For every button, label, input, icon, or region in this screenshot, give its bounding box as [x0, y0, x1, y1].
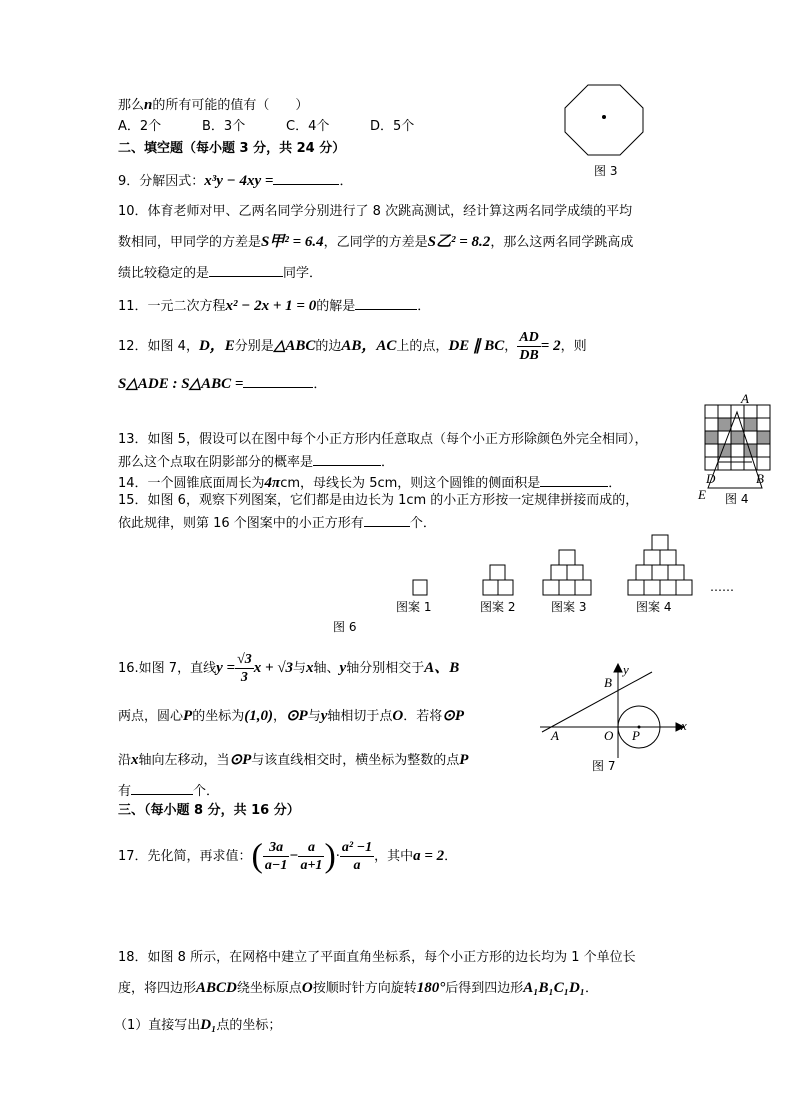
fig7-label-o: O: [604, 728, 614, 743]
pattern-3-label: 图案 3: [551, 600, 587, 614]
pattern-4-label: 图案 4: [636, 600, 672, 614]
q10-line1: 10．体育老师对甲、乙两名同学分别进行了 8 次跳高测试，经计算这两名同学成绩的平均: [118, 204, 633, 219]
fig5-label-b: B: [756, 471, 764, 486]
q15-line1: 15．如图 6，观察下列图案，它们都是由边长为 1cm 的小正方形按一定规律拼接而成的，: [118, 493, 639, 508]
q10-line2: 数相同，甲同学的方差是S甲² = 6.4，乙同学的方差是S乙² = 8.2，那么这两名同学跳高成: [118, 234, 634, 250]
q16-line3: 沿x轴向左移动，当⊙P与该直线相交时，横坐标为整数的点P: [118, 752, 469, 768]
figure-3-caption: 图 3: [594, 164, 618, 178]
octagon-figure-3: [565, 85, 643, 155]
q14: 14．一个圆锥底面周长为4πcm，母线长为 5cm，则这个圆锥的侧面积是 ．: [118, 475, 622, 491]
q12-line1: 12．如图 4，D，E分别是△ABC的边AB，AC上的点，DE ∥ BC， $\frac{AD}{DB}$ = 2，则: [118, 330, 587, 363]
q8-options: A．2个 B．3个 C．4个 D．5个: [118, 119, 415, 134]
q17: 17．先化简，再求值：( $\frac{3a}{a-1}$ − $\frac{a}{a+1}$ )· $\frac{\text{a² −1}}{a}$ ，其中a = 2．: [118, 837, 458, 875]
fig7-label-x: x: [681, 718, 687, 733]
figure-4-caption: 图 4: [725, 492, 749, 506]
fig7-label-b: B: [604, 675, 612, 690]
fig7-label-y: y: [623, 662, 629, 677]
q16-line4: 有 个．: [118, 784, 220, 799]
q13-line1: 13．如图 5，假设可以在图中每个小正方形内任意取点（每个小正方形除颜色外完全相同），: [118, 432, 648, 447]
q16-line2: 两点，圆心P的坐标为(1,0)，⊙P与y轴相切于点O．若将⊙P: [118, 708, 464, 724]
q9: 9．分解因式：x³y − 4xy = ．: [118, 173, 353, 189]
fig5-label-e: E: [698, 487, 706, 502]
pattern-1-label: 图案 1: [396, 600, 432, 614]
ellipsis: ……: [710, 580, 734, 594]
line-ab: [542, 672, 652, 732]
section-2-heading: 二、填空题（每小题 3 分，共 24 分）: [118, 141, 346, 156]
q12-line2: S△ADE : S△ABC = ．: [118, 376, 327, 392]
q18-part1: （1）直接写出D₁点的坐标；: [114, 1017, 282, 1033]
pattern-2-label: 图案 2: [480, 600, 516, 614]
q15-line2: 依此规律，则第 16 个图案中的小正方形有 个．: [118, 516, 436, 531]
fig7-label-p: P: [632, 728, 640, 743]
q18-line2: 度，将四边形ABCD绕坐标原点O按顺时针方向旋转180°后得到四边形A₁B₁C₁D₁．: [118, 980, 599, 996]
figure-6-caption: 图 6: [333, 620, 357, 634]
section-3-heading: 三、（每小题 8 分，共 16 分）: [118, 803, 300, 818]
q10-line3: 绩比较稳定的是 同学．: [118, 266, 323, 281]
q8-stem: 那么n的所有可能的值有（ ）: [118, 97, 309, 113]
figure-7-caption: 图 7: [592, 759, 616, 773]
q13-line2: 那么这个点取在阴影部分的概率是 ．: [118, 455, 395, 470]
q18-line1: 18．如图 8 所示，在网格中建立了平面直角坐标系，每个小正方形的边长均为 1 个单位长: [118, 950, 636, 965]
fig7-label-a: A: [551, 728, 559, 743]
coordinate-figure-7: [540, 664, 684, 758]
pattern-figures-6: [413, 535, 692, 595]
fig5-label-d: D: [706, 471, 716, 486]
q11: 11．一元二次方程x² − 2x + 1 = 0的解是 ．: [118, 298, 431, 314]
q16-line1: 16.如图 7，直线y = $\frac{√3}{3}$ x + √3与x轴、y轴分别相交于A、B: [118, 652, 460, 685]
octagon-center-dot: [602, 115, 606, 119]
fraction-ad-db: $\frac{AD}{DB}$: [519, 330, 539, 363]
fig5-label-a: A: [741, 391, 749, 406]
